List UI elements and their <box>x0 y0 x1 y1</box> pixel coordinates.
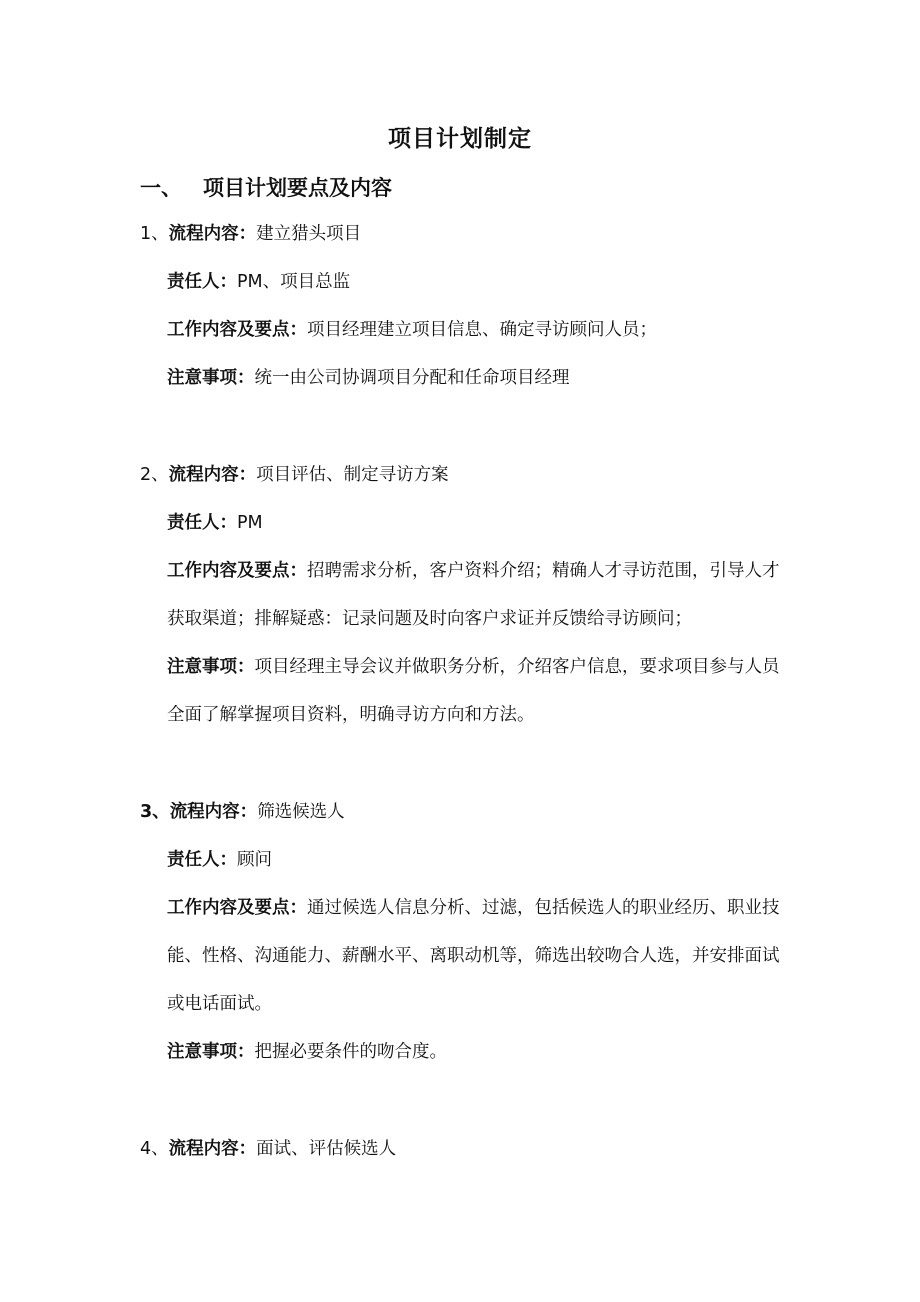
item-2-process <box>140 463 449 487</box>
page-title: 项目计划制定 <box>388 126 532 152</box>
process-value: 项目评估、制定寻访方案 <box>256 465 449 485</box>
item-4-process <box>140 1137 396 1161</box>
owner-label: 责任人： <box>167 850 237 870</box>
note-label: 注意事项： <box>167 1042 255 1062</box>
section-title: 项目计划要点及内容 <box>203 176 392 200</box>
item-3-process <box>140 800 345 824</box>
owner-label: 责任人： <box>167 272 237 292</box>
work-label: 工作内容及要点： <box>167 320 307 340</box>
note-value: 统一由公司协调项目分配和任命项目经理 <box>254 368 570 388</box>
owner-value: PM、项目总监 <box>237 272 351 292</box>
item-1-work <box>167 318 657 342</box>
item-number: 2、 <box>140 465 169 485</box>
note-value: 把握必要条件的吻合度。 <box>254 1042 447 1062</box>
process-value: 面试、评估候选人 <box>256 1139 397 1159</box>
note-value: 项目经理主导会议并做职务分析，介绍客户信息，要求项目参与人员全面了解掌握项目资料，明确寻访方向和方法。 <box>167 657 780 725</box>
process-label: 流程内容： <box>168 224 257 244</box>
item-3-owner <box>167 848 272 872</box>
item-number: 3、 <box>140 802 170 822</box>
work-value: 通过候选人信息分析、过滤，包括候选人的职业经历、职业技能、性格、沟通能力、薪酬水平、离职动机等，筛选出较吻合人选，并安排面试或电话面试。 <box>167 898 780 1014</box>
item-3-work <box>167 884 787 1028</box>
process-label: 流程内容： <box>168 1139 257 1159</box>
item-2-owner <box>167 511 263 535</box>
item-2-work <box>167 547 787 643</box>
work-label: 工作内容及要点： <box>167 561 307 581</box>
process-value: 筛选候选人 <box>257 802 345 822</box>
item-1-owner <box>167 270 350 294</box>
note-label: 注意事项： <box>167 368 255 388</box>
work-value: 项目经理建立项目信息、确定寻访顾问人员； <box>307 320 657 340</box>
item-2-note <box>167 643 787 739</box>
process-value: 建立猎头项目 <box>256 224 362 244</box>
note-label: 注意事项： <box>167 657 255 677</box>
work-label: 工作内容及要点： <box>167 898 307 918</box>
item-number: 1、 <box>140 224 169 244</box>
section-number: 一、 <box>140 176 182 200</box>
owner-value: 顾问 <box>237 850 272 870</box>
process-label: 流程内容： <box>169 802 258 822</box>
process-label: 流程内容： <box>168 465 257 485</box>
owner-value: PM <box>237 513 263 533</box>
section-heading <box>140 172 392 202</box>
item-number: 4、 <box>140 1139 169 1159</box>
work-value: 招聘需求分析，客户资料介绍；精确人才寻访范围，引导人才获取渠道；排解疑惑：记录问题及时向客户求证并反馈给寻访顾问； <box>167 561 780 629</box>
item-1-note <box>167 366 570 390</box>
item-1-process <box>140 222 361 246</box>
item-3-note <box>167 1040 447 1064</box>
owner-label: 责任人： <box>167 513 237 533</box>
